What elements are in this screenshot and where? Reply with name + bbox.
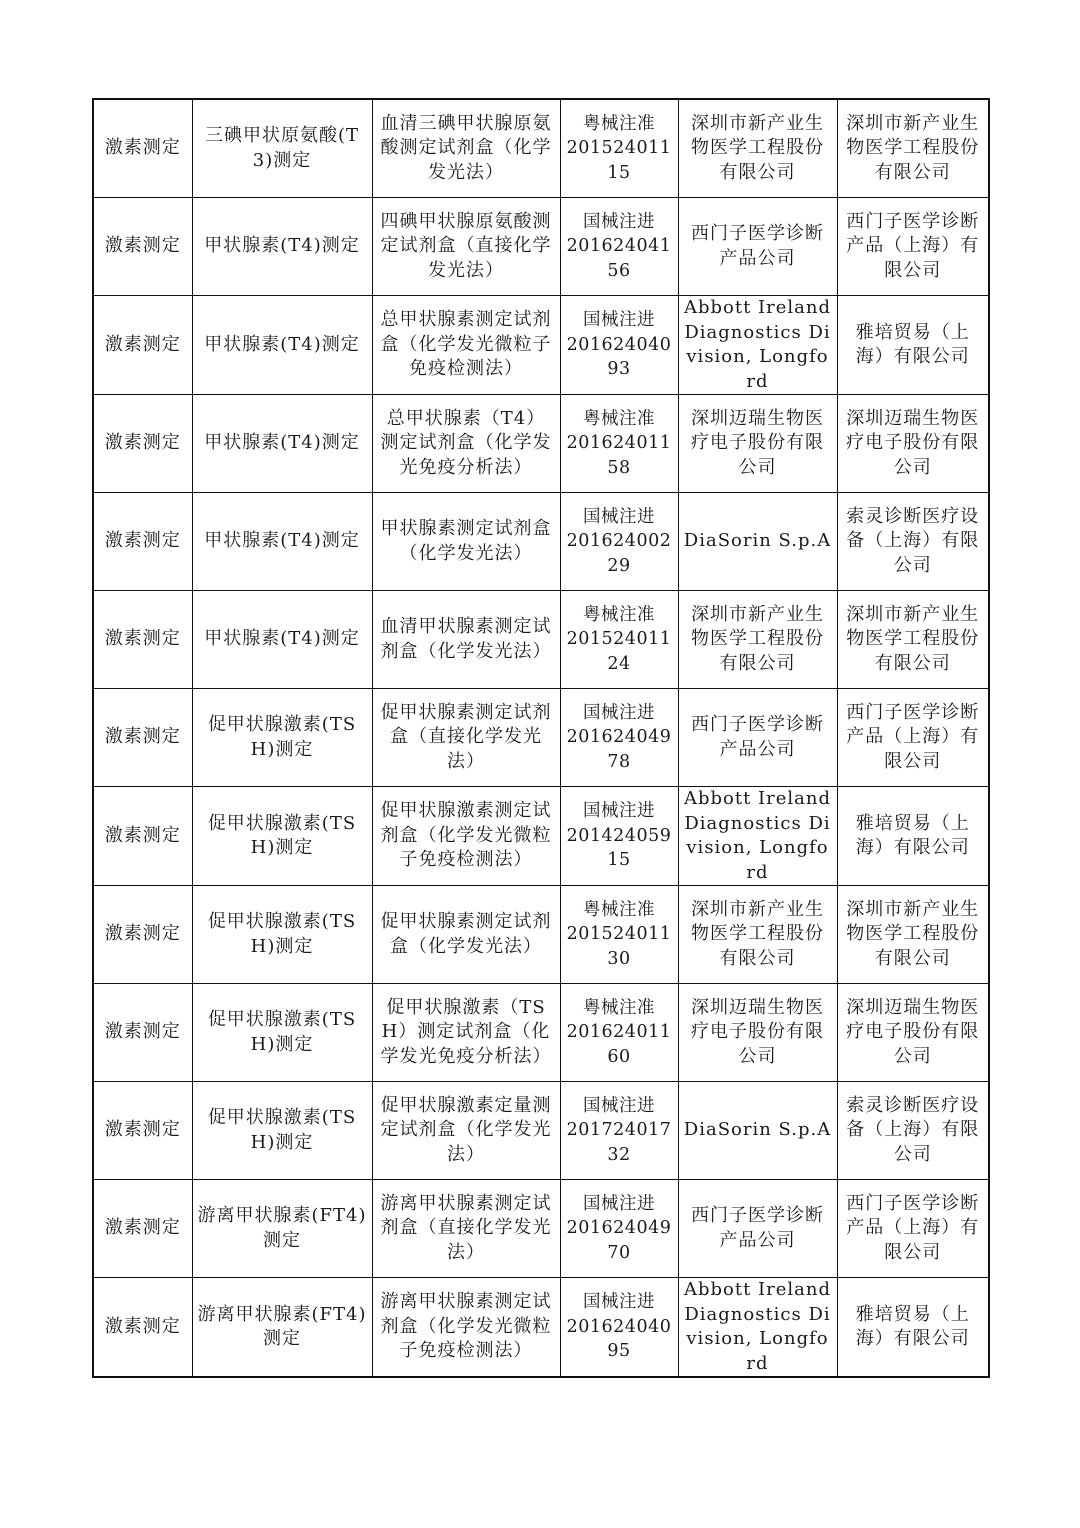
table-row xyxy=(93,984,989,1082)
product-name-cell: 促甲状腺激素（TSH）测定试剂盒（化学发光免疫分析法） xyxy=(372,984,560,1082)
agent-cell: 索灵诊断医疗设备（上海）有限公司 xyxy=(837,1082,989,1180)
test-item-cell: 甲状腺素(T4)测定 xyxy=(192,395,372,493)
test-item-cell: 促甲状腺激素(TSH)测定 xyxy=(192,787,372,886)
product-name-cell: 游离甲状腺素测定试剂盒（化学发光微粒子免疫检测法） xyxy=(372,1278,560,1378)
registration-number-cell: 粤械注准 20152401124 xyxy=(560,591,678,689)
manufacturer-cell: 西门子医学诊断产品公司 xyxy=(678,689,837,787)
agent-cell: 索灵诊断医疗设备（上海）有限公司 xyxy=(837,493,989,591)
table-row xyxy=(93,886,989,984)
manufacturer-cell: 西门子医学诊断产品公司 xyxy=(678,198,837,296)
product-name-cell: 促甲状腺素测定试剂盒（化学发光法） xyxy=(372,886,560,984)
table-row xyxy=(93,591,989,689)
test-item-cell: 游离甲状腺素(FT4)测定 xyxy=(192,1278,372,1378)
test-item-cell: 游离甲状腺素(FT4)测定 xyxy=(192,1180,372,1278)
product-name-cell: 游离甲状腺素测定试剂盒（直接化学发光法） xyxy=(372,1180,560,1278)
registration-number-cell: 国械注进 20162404095 xyxy=(560,1278,678,1378)
manufacturer-cell: Abbott Ireland Diagnostics Division, Longford xyxy=(678,1278,837,1378)
product-name-cell: 甲状腺素测定试剂盒（化学发光法） xyxy=(372,493,560,591)
table-row xyxy=(93,395,989,493)
registration-number-cell: 国械注进 20162404093 xyxy=(560,296,678,395)
agent-cell: 西门子医学诊断产品（上海）有限公司 xyxy=(837,689,989,787)
agent-cell: 深圳迈瑞生物医疗电子股份有限公司 xyxy=(837,984,989,1082)
registration-number-cell: 粤械注准 20162401158 xyxy=(560,395,678,493)
table-row xyxy=(93,99,989,198)
table-row xyxy=(93,1278,989,1378)
table-row xyxy=(93,787,989,886)
agent-cell: 深圳市新产业生物医学工程股份有限公司 xyxy=(837,99,989,198)
agent-cell: 雅培贸易（上海）有限公司 xyxy=(837,787,989,886)
product-name-cell: 促甲状腺素测定试剂盒（直接化学发光法） xyxy=(372,689,560,787)
manufacturer-cell: 西门子医学诊断产品公司 xyxy=(678,1180,837,1278)
product-name-cell: 总甲状腺素测定试剂盒（化学发光微粒子免疫检测法） xyxy=(372,296,560,395)
test-item-cell: 甲状腺素(T4)测定 xyxy=(192,198,372,296)
registration-number-cell: 国械注进 20162404978 xyxy=(560,689,678,787)
table-row xyxy=(93,296,989,395)
agent-cell: 西门子医学诊断产品（上海）有限公司 xyxy=(837,1180,989,1278)
table-body xyxy=(93,99,989,1377)
category-cell: 激素测定 xyxy=(93,1180,192,1278)
category-cell: 激素测定 xyxy=(93,591,192,689)
table-row xyxy=(93,1082,989,1180)
test-item-cell: 促甲状腺激素(TSH)测定 xyxy=(192,1082,372,1180)
manufacturer-cell: Abbott Ireland Diagnostics Division, Longford xyxy=(678,296,837,395)
registration-number-cell: 粤械注准 20162401160 xyxy=(560,984,678,1082)
table-row xyxy=(93,198,989,296)
agent-cell: 深圳迈瑞生物医疗电子股份有限公司 xyxy=(837,395,989,493)
table-row xyxy=(93,689,989,787)
agent-cell: 雅培贸易（上海）有限公司 xyxy=(837,296,989,395)
registration-number-cell: 国械注进 20162400229 xyxy=(560,493,678,591)
manufacturer-cell: 深圳市新产业生物医学工程股份有限公司 xyxy=(678,99,837,198)
category-cell: 激素测定 xyxy=(93,689,192,787)
category-cell: 激素测定 xyxy=(93,99,192,198)
product-name-cell: 血清三碘甲状腺原氨酸测定试剂盒（化学发光法） xyxy=(372,99,560,198)
test-item-cell: 甲状腺素(T4)测定 xyxy=(192,296,372,395)
product-name-cell: 促甲状腺激素定量测定试剂盒（化学发光法） xyxy=(372,1082,560,1180)
product-name-cell: 促甲状腺激素测定试剂盒（化学发光微粒子免疫检测法） xyxy=(372,787,560,886)
product-name-cell: 四碘甲状腺原氨酸测定试剂盒（直接化学发光法） xyxy=(372,198,560,296)
test-item-cell: 促甲状腺激素(TSH)测定 xyxy=(192,984,372,1082)
product-name-cell: 总甲状腺素（T4）测定试剂盒（化学发光免疫分析法） xyxy=(372,395,560,493)
manufacturer-cell: DiaSorin S.p.A xyxy=(678,493,837,591)
test-item-cell: 甲状腺素(T4)测定 xyxy=(192,493,372,591)
category-cell: 激素测定 xyxy=(93,395,192,493)
manufacturer-cell: Abbott Ireland Diagnostics Division, Longford xyxy=(678,787,837,886)
test-item-cell: 三碘甲状原氨酸(T3)测定 xyxy=(192,99,372,198)
agent-cell: 深圳市新产业生物医学工程股份有限公司 xyxy=(837,886,989,984)
test-item-cell: 促甲状腺激素(TSH)测定 xyxy=(192,886,372,984)
agent-cell: 深圳市新产业生物医学工程股份有限公司 xyxy=(837,591,989,689)
registration-number-cell: 粤械注准 20152401115 xyxy=(560,99,678,198)
test-item-cell: 甲状腺素(T4)测定 xyxy=(192,591,372,689)
agent-cell: 西门子医学诊断产品（上海）有限公司 xyxy=(837,198,989,296)
manufacturer-cell: 深圳市新产业生物医学工程股份有限公司 xyxy=(678,591,837,689)
registration-number-cell: 国械注进 20142405915 xyxy=(560,787,678,886)
table-row xyxy=(93,493,989,591)
category-cell: 激素测定 xyxy=(93,787,192,886)
registration-number-cell: 国械注进 20162404156 xyxy=(560,198,678,296)
registration-number-cell: 粤械注准 20152401130 xyxy=(560,886,678,984)
product-name-cell: 血清甲状腺素测定试剂盒（化学发光法） xyxy=(372,591,560,689)
manufacturer-cell: 深圳迈瑞生物医疗电子股份有限公司 xyxy=(678,984,837,1082)
category-cell: 激素测定 xyxy=(93,198,192,296)
category-cell: 激素测定 xyxy=(93,984,192,1082)
category-cell: 激素测定 xyxy=(93,1278,192,1378)
category-cell: 激素测定 xyxy=(93,886,192,984)
manufacturer-cell: 深圳迈瑞生物医疗电子股份有限公司 xyxy=(678,395,837,493)
category-cell: 激素测定 xyxy=(93,1082,192,1180)
category-cell: 激素测定 xyxy=(93,493,192,591)
test-item-cell: 促甲状腺激素(TSH)测定 xyxy=(192,689,372,787)
agent-cell: 雅培贸易（上海）有限公司 xyxy=(837,1278,989,1378)
reagent-registration-table xyxy=(92,98,990,1378)
manufacturer-cell: DiaSorin S.p.A xyxy=(678,1082,837,1180)
category-cell: 激素测定 xyxy=(93,296,192,395)
registration-number-cell: 国械注进 20162404970 xyxy=(560,1180,678,1278)
registration-number-cell: 国械注进 20172401732 xyxy=(560,1082,678,1180)
table-row xyxy=(93,1180,989,1278)
manufacturer-cell: 深圳市新产业生物医学工程股份有限公司 xyxy=(678,886,837,984)
